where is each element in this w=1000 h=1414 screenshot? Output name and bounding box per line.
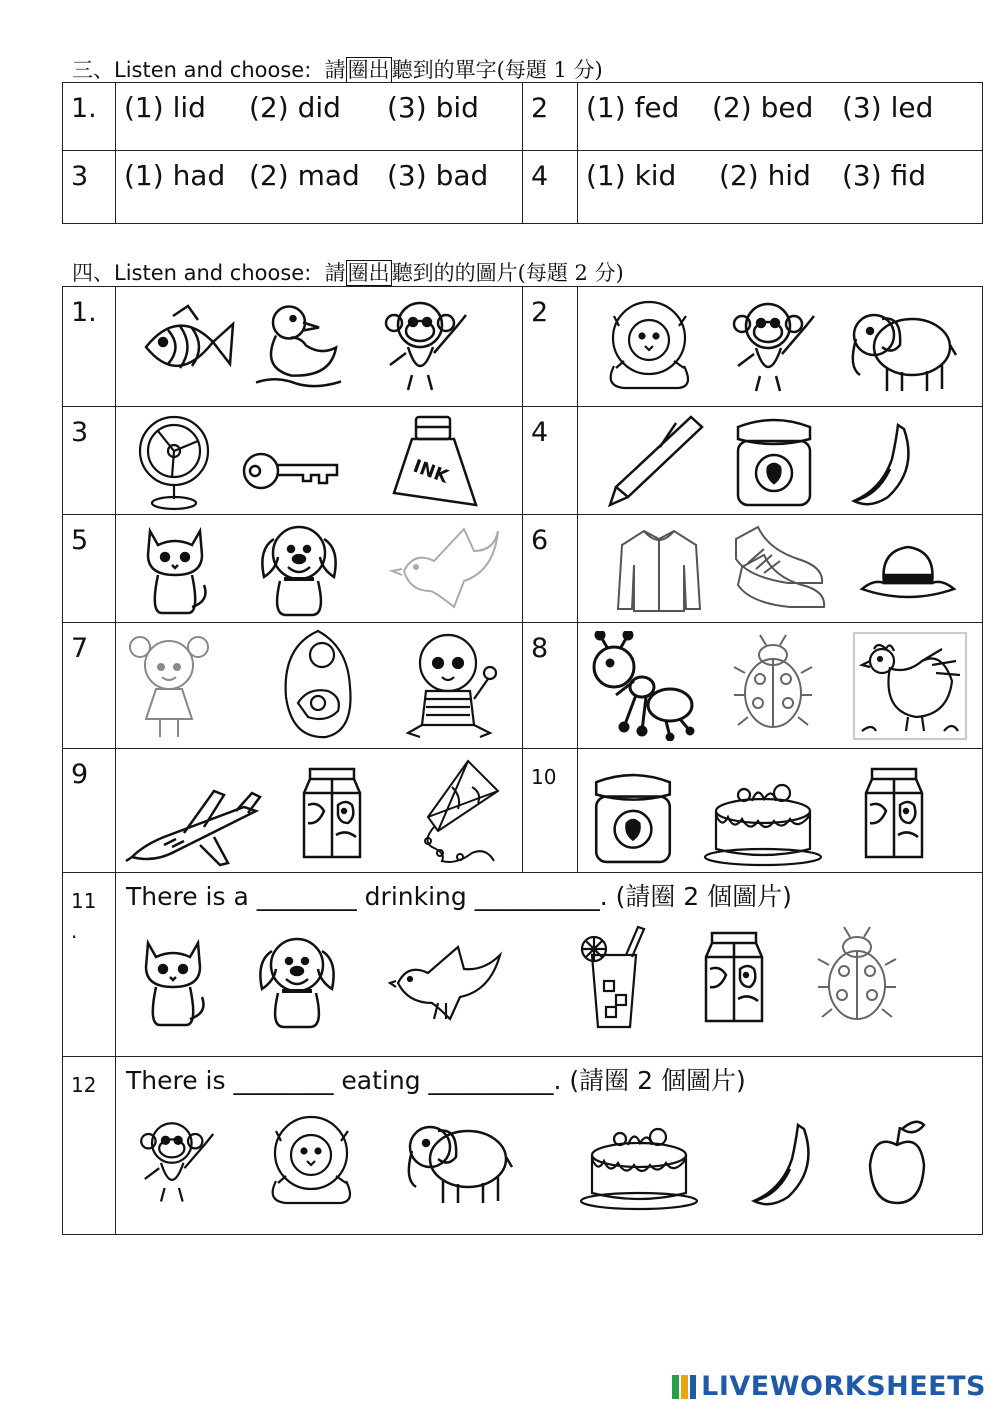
milk-carton-picture[interactable] — [862, 765, 926, 861]
ladybug-picture[interactable] — [732, 633, 814, 733]
option-word[interactable]: (1) kid — [586, 159, 677, 192]
fan-picture[interactable] — [128, 413, 220, 511]
banana-picture[interactable] — [848, 419, 918, 509]
picture-options — [578, 407, 983, 515]
dog-picture[interactable] — [252, 931, 342, 1031]
heading-zh-boxed: 圈出 — [347, 58, 390, 82]
ladybug-picture[interactable] — [816, 925, 898, 1025]
kite-picture[interactable] — [412, 757, 502, 867]
answer-options — [116, 151, 523, 224]
hen-picture[interactable] — [852, 631, 968, 741]
question-number: 2 — [523, 287, 578, 407]
question-number: 6 — [523, 515, 578, 623]
picture-options — [578, 287, 983, 407]
picture-options — [116, 515, 523, 623]
cat-picture[interactable] — [138, 933, 208, 1029]
question-number: 2 — [523, 83, 578, 151]
heading-english: Listen and choose: — [114, 58, 312, 82]
option-word[interactable]: (2) hid — [719, 159, 811, 192]
answer-options — [116, 83, 523, 151]
picture-options — [116, 407, 523, 515]
question-number: 1. — [63, 83, 116, 151]
milk-carton-picture[interactable] — [702, 929, 766, 1025]
q12-body — [116, 1057, 983, 1235]
liveworksheets-brand: LIVEWORKSHEETS — [701, 1371, 986, 1402]
q11-dot: . — [71, 919, 78, 943]
ant-picture[interactable] — [586, 631, 696, 741]
liveworksheets-logo — [671, 1371, 986, 1402]
q11-sentence: There is a ________ drinking __________. (請圈 2 個圖片) — [126, 882, 792, 911]
question-number — [63, 873, 116, 1057]
hat-picture[interactable] — [858, 539, 958, 609]
jam-jar-picture[interactable] — [586, 769, 680, 867]
picture-options — [116, 749, 523, 873]
liveworksheets-logo-icon — [671, 1374, 697, 1400]
fish-picture[interactable] — [138, 301, 238, 393]
elephant-picture[interactable] — [842, 297, 957, 397]
option-word[interactable]: (3) bid — [387, 91, 479, 124]
picture-options — [578, 623, 983, 749]
duck-picture[interactable] — [251, 297, 346, 393]
heading-zh-pre: 請 — [324, 261, 346, 285]
section4-table — [62, 286, 983, 1235]
q11-body — [116, 873, 983, 1057]
option-word[interactable]: (1) had — [124, 159, 226, 192]
option-word[interactable]: (3) bad — [387, 159, 489, 192]
bird-picture[interactable] — [384, 521, 504, 617]
question-number: 10 — [523, 749, 578, 873]
option-word[interactable]: (3) led — [842, 91, 934, 124]
shoes-picture[interactable] — [728, 519, 830, 617]
lion-picture[interactable] — [594, 295, 704, 397]
apple-picture[interactable] — [864, 1115, 930, 1209]
milk-carton-picture[interactable] — [300, 765, 364, 861]
question-number: 3 — [63, 407, 116, 515]
question-number: 5 — [63, 515, 116, 623]
jet-plane-picture[interactable] — [124, 787, 264, 869]
option-word[interactable]: (3) fid — [842, 159, 926, 192]
option-word[interactable]: (1) lid — [124, 91, 206, 124]
picture-options — [116, 287, 523, 407]
pen-picture[interactable] — [606, 413, 706, 509]
question-number: 9 — [63, 749, 116, 873]
option-word[interactable]: (1) fed — [586, 91, 680, 124]
jacket-picture[interactable] — [614, 525, 704, 615]
jam-jar-picture[interactable] — [728, 415, 820, 509]
option-word[interactable]: (2) bed — [712, 91, 814, 124]
heading-english: Listen and choose: — [114, 261, 312, 285]
q12-sentence: There is ________ eating __________. (請圈 2 個圖片) — [126, 1066, 746, 1095]
dog-picture[interactable] — [254, 519, 344, 619]
heading-number: 三、 — [72, 58, 114, 82]
cat-picture[interactable] — [140, 521, 210, 617]
question-number: 7 — [63, 623, 116, 749]
heading-zh-pre: 請 — [324, 58, 346, 82]
question-number: 8 — [523, 623, 578, 749]
bird-picture[interactable] — [388, 943, 504, 1025]
girl-picture[interactable] — [124, 629, 214, 741]
question-number: 4 — [523, 151, 578, 224]
question-number: 12 — [63, 1057, 116, 1235]
cake-picture[interactable] — [578, 1115, 700, 1211]
section3-table — [62, 82, 983, 224]
picture-options — [116, 623, 523, 749]
section3-heading — [72, 54, 603, 84]
option-word[interactable]: (2) mad — [249, 159, 360, 192]
key-picture[interactable] — [241, 445, 341, 497]
monkey-picture[interactable] — [726, 295, 826, 397]
question-number: 1. — [63, 287, 116, 407]
heading-zh-boxed: 圈出 — [347, 261, 390, 285]
answer-options — [578, 83, 983, 151]
picture-options — [578, 749, 983, 873]
juice-glass-picture[interactable] — [578, 925, 648, 1031]
lion-picture[interactable] — [256, 1111, 366, 1211]
monkey-picture[interactable] — [378, 295, 478, 395]
heading-zh-post: 聽到的的圖片(每題 2 分) — [391, 261, 624, 285]
ink-bottle-picture[interactable] — [384, 413, 484, 511]
q11-number: 11 — [71, 889, 97, 913]
baby-picture[interactable] — [404, 629, 512, 741]
section4-heading — [72, 257, 624, 287]
mother-baby-picture[interactable] — [278, 627, 358, 741]
answer-options — [578, 151, 983, 224]
ink-label: INK — [410, 455, 452, 488]
cake-picture[interactable] — [702, 771, 824, 867]
heading-number: 四、 — [72, 261, 114, 285]
question-number: 3 — [63, 151, 116, 224]
banana-picture[interactable] — [748, 1119, 818, 1209]
elephant-picture[interactable] — [398, 1109, 513, 1209]
option-word[interactable]: (2) did — [249, 91, 341, 124]
heading-zh-post: 聽到的單字(每題 1 分) — [391, 58, 603, 82]
monkey-picture[interactable] — [134, 1113, 224, 1209]
picture-options — [578, 515, 983, 623]
question-number: 4 — [523, 407, 578, 515]
